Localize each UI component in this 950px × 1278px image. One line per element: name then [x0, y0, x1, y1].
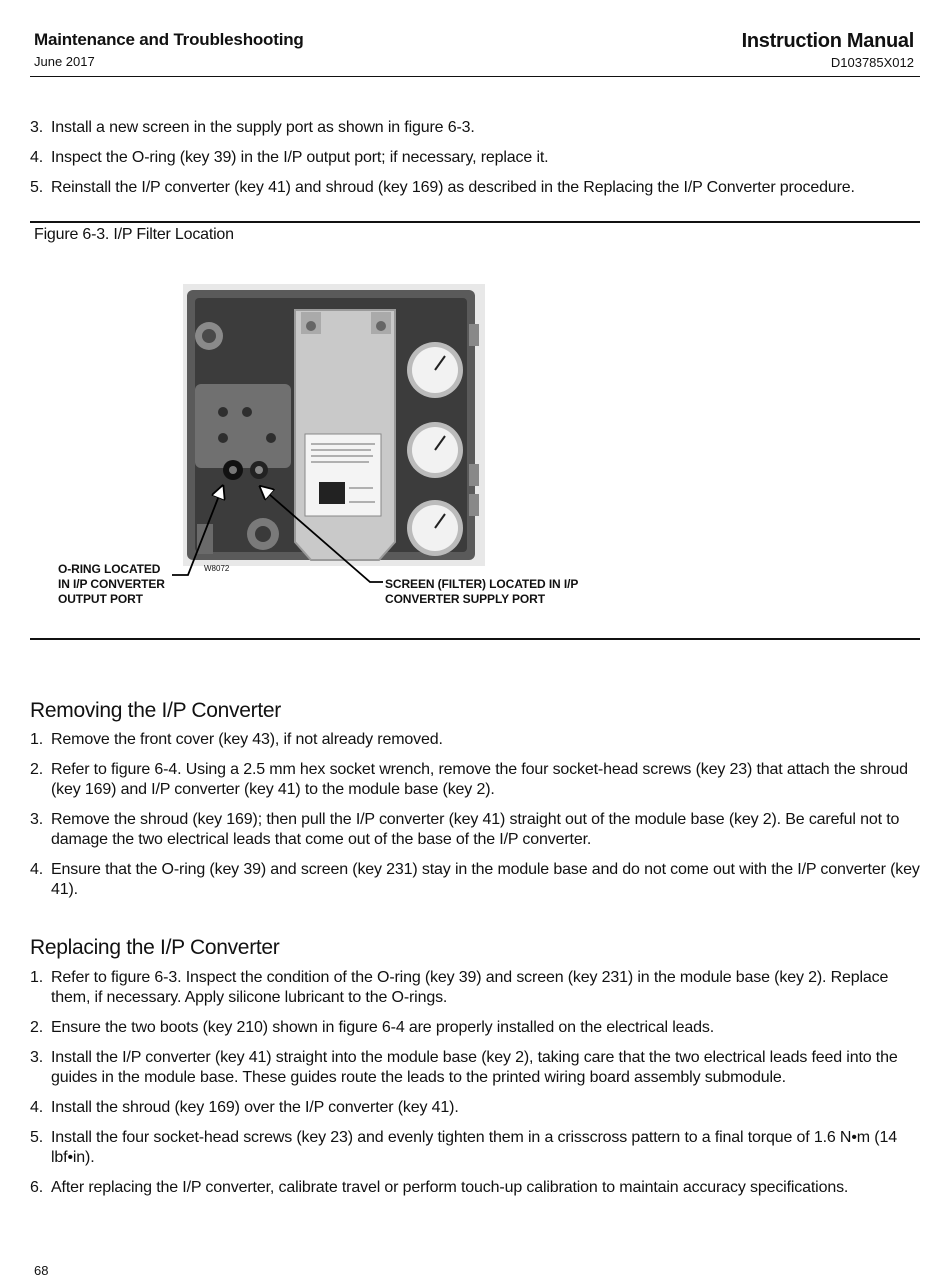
list-item: 6. After replacing the I/P converter, calibrate travel or perform touch-up calibration to maintain accuracy specifications.	[30, 1179, 849, 1196]
header-rule	[30, 76, 920, 77]
manual-title: Instruction Manual	[741, 30, 914, 52]
list-item: 3. Install the I/P converter (key 41) straight into the module base (key 2), taking care that the two electrical leads feed into the guides in the module base. These guides route the leads to the printed wiring board assembly submodule.	[30, 1049, 898, 1086]
list-item: 4. Ensure that the O-ring (key 39) and screen (key 231) stay in the module base and do not come out with the I/P converter (key 41).	[30, 861, 920, 898]
list-item: 5. Install the four socket-head screws (key 23) and evenly tighten them in a crisscross pattern to a final torque of 1.6 N•m (14 lbf•in).	[30, 1129, 897, 1166]
photo-id: W8072	[204, 564, 230, 573]
callout-oring: O-RING LOCATED IN I/P CONVERTER OUTPUT PORT	[58, 562, 165, 606]
document-number: D103785X012	[830, 55, 914, 70]
list-item: 1. Remove the front cover (key 43), if not already removed.	[30, 731, 443, 748]
list-item: 2. Refer to figure 6-4. Using a 2.5 mm hex socket wrench, remove the four socket-head screws (key 23) that attach the shroud (key 169) and I/P converter (key 41) to the module base (key 2).	[30, 761, 908, 798]
section-title: Maintenance and Troubleshooting	[34, 30, 304, 49]
list-item: 4. Install the shroud (key 169) over the I/P converter (key 41).	[30, 1099, 459, 1116]
list-item: 2. Ensure the two boots (key 210) shown in figure 6-4 are properly installed on the electrical leads.	[30, 1019, 715, 1036]
section-heading-replacing: Replacing the I/P Converter	[30, 936, 280, 959]
section-heading-removing: Removing the I/P Converter	[30, 699, 281, 722]
running-header-left	[34, 30, 304, 69]
list-item: 3. Remove the shroud (key 169); then pull the I/P converter (key 41) straight out of the module base (key 2). Be careful not to damage the two electrical leads that come out of the base of the I/P converter.	[30, 811, 900, 848]
removing-steps-list	[30, 730, 922, 910]
replacing-steps-list	[30, 968, 922, 1208]
list-item: 1. Refer to figure 6-3. Inspect the condition of the O-ring (key 39) and screen (key 231) in the module base (key 2). Replace them, if necessary. Apply silicone lubricant to the O-rings.	[30, 969, 889, 1006]
list-item: 5. Reinstall the I/P converter (key 41) and shroud (key 169) as described in the Replacing the I/P Converter procedure.	[30, 179, 855, 196]
list-item: 3. Install a new screen in the supply port as shown in figure 6-3.	[30, 119, 475, 136]
positioner-module-photo	[183, 284, 485, 566]
figure-caption: Figure 6-3. I/P Filter Location	[34, 226, 234, 243]
running-header-right	[742, 30, 914, 70]
publication-date: June 2017	[34, 54, 95, 69]
figure-bottom-rule	[30, 638, 920, 640]
figure-top-rule	[30, 221, 920, 223]
list-item: 4. Inspect the O-ring (key 39) in the I/P output port; if necessary, replace it.	[30, 149, 549, 166]
intro-steps-list	[30, 118, 922, 208]
page-number: 68	[34, 1263, 49, 1278]
callout-screen: SCREEN (FILTER) LOCATED IN I/P CONVERTER SUPPLY PORT	[385, 577, 579, 606]
